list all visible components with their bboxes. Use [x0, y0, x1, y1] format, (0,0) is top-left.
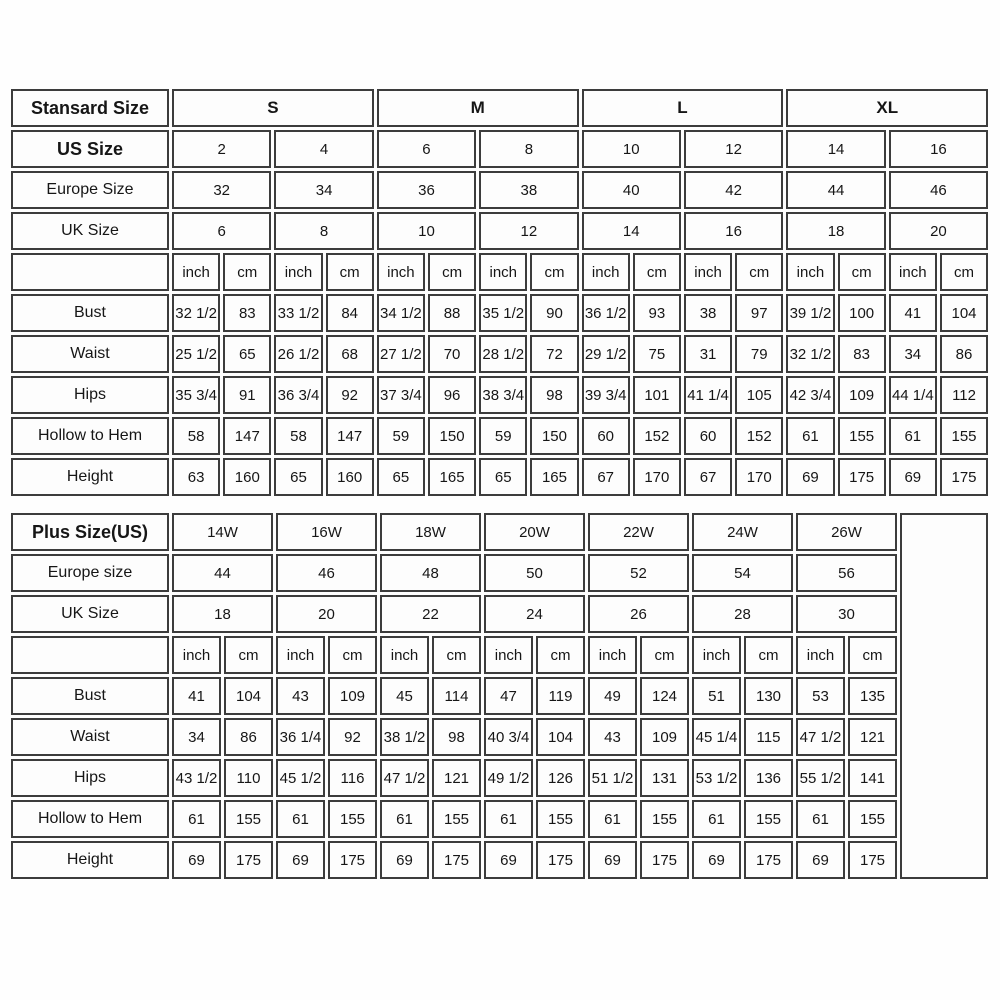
- value-cell: 61: [796, 800, 845, 838]
- table-row: [11, 677, 988, 715]
- value-cell: inch: [172, 636, 221, 674]
- size-cell: 24W: [692, 513, 793, 551]
- value-cell: 104: [224, 677, 273, 715]
- value-cell: 38: [684, 294, 732, 332]
- value-cell: cm: [640, 636, 689, 674]
- table-row: [11, 554, 988, 592]
- value-cell: 65: [223, 335, 271, 373]
- value-cell: 48: [380, 554, 481, 592]
- value-cell: 16: [684, 212, 783, 250]
- value-cell: cm: [735, 253, 783, 291]
- value-cell: 22: [380, 595, 481, 633]
- row-label: US Size: [11, 130, 169, 168]
- value-cell: 51 1/2: [588, 759, 637, 797]
- value-cell: 61: [172, 800, 221, 838]
- value-cell: 79: [735, 335, 783, 373]
- value-cell: 91: [223, 376, 271, 414]
- row-label: [11, 636, 169, 674]
- value-cell: 47 1/2: [796, 718, 845, 756]
- value-cell: 49: [588, 677, 637, 715]
- value-cell: 105: [735, 376, 783, 414]
- value-cell: 130: [744, 677, 793, 715]
- value-cell: 126: [536, 759, 585, 797]
- value-cell: cm: [428, 253, 476, 291]
- size-cell: 26W: [796, 513, 897, 551]
- value-cell: 14: [582, 212, 681, 250]
- row-label: Europe Size: [11, 171, 169, 209]
- row-label: Waist: [11, 335, 169, 373]
- value-cell: 155: [432, 800, 481, 838]
- size-cell: 14W: [172, 513, 273, 551]
- table-gap: [8, 499, 992, 510]
- row-label: Stansard Size: [11, 89, 169, 127]
- value-cell: 150: [530, 417, 578, 455]
- value-cell: 175: [838, 458, 886, 496]
- value-cell: cm: [223, 253, 271, 291]
- row-label: Hollow to Hem: [11, 417, 169, 455]
- value-cell: 155: [224, 800, 273, 838]
- value-cell: 147: [223, 417, 271, 455]
- value-cell: 46: [889, 171, 988, 209]
- value-cell: inch: [684, 253, 732, 291]
- value-cell: 100: [838, 294, 886, 332]
- value-cell: cm: [432, 636, 481, 674]
- value-cell: 12: [684, 130, 783, 168]
- value-cell: cm: [326, 253, 374, 291]
- value-cell: 32 1/2: [172, 294, 220, 332]
- value-cell: 86: [224, 718, 273, 756]
- value-cell: 93: [633, 294, 681, 332]
- value-cell: inch: [484, 636, 533, 674]
- value-cell: 54: [692, 554, 793, 592]
- value-cell: 33 1/2: [274, 294, 322, 332]
- value-cell: 10: [377, 212, 476, 250]
- value-cell: 69: [484, 841, 533, 879]
- value-cell: 175: [744, 841, 793, 879]
- value-cell: cm: [530, 253, 578, 291]
- value-cell: 35 1/2: [479, 294, 527, 332]
- value-cell: 35 3/4: [172, 376, 220, 414]
- value-cell: 170: [633, 458, 681, 496]
- value-cell: 61: [588, 800, 637, 838]
- value-cell: 32: [172, 171, 271, 209]
- value-cell: inch: [172, 253, 220, 291]
- value-cell: 34: [889, 335, 937, 373]
- value-cell: 61: [786, 417, 834, 455]
- value-cell: inch: [479, 253, 527, 291]
- row-label: Europe size: [11, 554, 169, 592]
- size-cell: 16W: [276, 513, 377, 551]
- value-cell: cm: [838, 253, 886, 291]
- value-cell: 44: [786, 171, 885, 209]
- value-cell: cm: [633, 253, 681, 291]
- value-cell: 61: [380, 800, 429, 838]
- value-cell: 20: [889, 212, 988, 250]
- value-cell: 27 1/2: [377, 335, 425, 373]
- row-label: UK Size: [11, 595, 169, 633]
- value-cell: 155: [640, 800, 689, 838]
- value-cell: 119: [536, 677, 585, 715]
- value-cell: 59: [377, 417, 425, 455]
- value-cell: 135: [848, 677, 897, 715]
- value-cell: 65: [377, 458, 425, 496]
- row-label: Waist: [11, 718, 169, 756]
- value-cell: 155: [744, 800, 793, 838]
- value-cell: 70: [428, 335, 476, 373]
- value-cell: 28: [692, 595, 793, 633]
- value-cell: cm: [744, 636, 793, 674]
- value-cell: 16: [889, 130, 988, 168]
- value-cell: 175: [640, 841, 689, 879]
- value-cell: 55 1/2: [796, 759, 845, 797]
- value-cell: 121: [848, 718, 897, 756]
- value-cell: 61: [276, 800, 325, 838]
- value-cell: 116: [328, 759, 377, 797]
- value-cell: 58: [172, 417, 220, 455]
- value-cell: 47: [484, 677, 533, 715]
- value-cell: cm: [224, 636, 273, 674]
- value-cell: 31: [684, 335, 732, 373]
- value-cell: 60: [684, 417, 732, 455]
- value-cell: 98: [432, 718, 481, 756]
- value-cell: 67: [684, 458, 732, 496]
- value-cell: 39 3/4: [582, 376, 630, 414]
- row-label: Hips: [11, 376, 169, 414]
- table-row: [11, 212, 988, 250]
- value-cell: cm: [536, 636, 585, 674]
- value-cell: 96: [428, 376, 476, 414]
- value-cell: 61: [692, 800, 741, 838]
- value-cell: 56: [796, 554, 897, 592]
- value-cell: 101: [633, 376, 681, 414]
- value-cell: 2: [172, 130, 271, 168]
- value-cell: 69: [380, 841, 429, 879]
- value-cell: 65: [479, 458, 527, 496]
- value-cell: inch: [889, 253, 937, 291]
- value-cell: 43 1/2: [172, 759, 221, 797]
- value-cell: 92: [326, 376, 374, 414]
- value-cell: 52: [588, 554, 689, 592]
- value-cell: 6: [172, 212, 271, 250]
- value-cell: 175: [328, 841, 377, 879]
- value-cell: 53: [796, 677, 845, 715]
- value-cell: 4: [274, 130, 373, 168]
- value-cell: 6: [377, 130, 476, 168]
- value-cell: 30: [796, 595, 897, 633]
- value-cell: 18: [172, 595, 273, 633]
- value-cell: 83: [223, 294, 271, 332]
- value-cell: 25 1/2: [172, 335, 220, 373]
- table-row: [11, 253, 988, 291]
- value-cell: 88: [428, 294, 476, 332]
- table-row: [11, 376, 988, 414]
- value-cell: 92: [328, 718, 377, 756]
- value-cell: cm: [328, 636, 377, 674]
- row-label: Height: [11, 841, 169, 879]
- value-cell: 37 3/4: [377, 376, 425, 414]
- table-row: [11, 89, 988, 127]
- value-cell: inch: [588, 636, 637, 674]
- row-label: Plus Size(US): [11, 513, 169, 551]
- value-cell: 26: [588, 595, 689, 633]
- table-row: [11, 513, 988, 551]
- value-cell: inch: [796, 636, 845, 674]
- value-cell: 112: [940, 376, 988, 414]
- value-cell: 38 3/4: [479, 376, 527, 414]
- row-label: [11, 253, 169, 291]
- value-cell: inch: [276, 636, 325, 674]
- table-row: [11, 294, 988, 332]
- table-row: [11, 718, 988, 756]
- value-cell: 65: [274, 458, 322, 496]
- value-cell: 46: [276, 554, 377, 592]
- value-cell: 63: [172, 458, 220, 496]
- value-cell: 86: [940, 335, 988, 373]
- value-cell: 44 1/4: [889, 376, 937, 414]
- value-cell: 160: [223, 458, 271, 496]
- value-cell: 34 1/2: [377, 294, 425, 332]
- table-row: [11, 458, 988, 496]
- value-cell: 68: [326, 335, 374, 373]
- value-cell: 41 1/4: [684, 376, 732, 414]
- value-cell: 36 1/4: [276, 718, 325, 756]
- value-cell: 69: [786, 458, 834, 496]
- value-cell: 147: [326, 417, 374, 455]
- value-cell: 12: [479, 212, 578, 250]
- value-cell: 8: [274, 212, 373, 250]
- size-cell: 20W: [484, 513, 585, 551]
- table-row: [11, 636, 988, 674]
- value-cell: 38: [479, 171, 578, 209]
- value-cell: 155: [848, 800, 897, 838]
- table-row: [11, 171, 988, 209]
- value-cell: 50: [484, 554, 585, 592]
- value-cell: 109: [838, 376, 886, 414]
- row-label: UK Size: [11, 212, 169, 250]
- row-label: Hips: [11, 759, 169, 797]
- value-cell: 38 1/2: [380, 718, 429, 756]
- value-cell: inch: [582, 253, 630, 291]
- value-cell: 69: [889, 458, 937, 496]
- value-cell: 175: [848, 841, 897, 879]
- value-cell: 69: [276, 841, 325, 879]
- table-row: [11, 130, 988, 168]
- value-cell: 175: [940, 458, 988, 496]
- value-cell: 152: [633, 417, 681, 455]
- value-cell: 29 1/2: [582, 335, 630, 373]
- value-cell: 141: [848, 759, 897, 797]
- value-cell: 155: [328, 800, 377, 838]
- size-cell: S: [172, 89, 374, 127]
- value-cell: 32 1/2: [786, 335, 834, 373]
- plus-size-table: [8, 510, 991, 882]
- size-cell: M: [377, 89, 579, 127]
- value-cell: 150: [428, 417, 476, 455]
- value-cell: 8: [479, 130, 578, 168]
- value-cell: 75: [633, 335, 681, 373]
- value-cell: 45 1/2: [276, 759, 325, 797]
- size-cell: 22W: [588, 513, 689, 551]
- row-label: Hollow to Hem: [11, 800, 169, 838]
- table-row: [11, 759, 988, 797]
- value-cell: 110: [224, 759, 273, 797]
- value-cell: 26 1/2: [274, 335, 322, 373]
- value-cell: 47 1/2: [380, 759, 429, 797]
- value-cell: 160: [326, 458, 374, 496]
- value-cell: 165: [530, 458, 578, 496]
- value-cell: 24: [484, 595, 585, 633]
- value-cell: 42: [684, 171, 783, 209]
- value-cell: 109: [640, 718, 689, 756]
- value-cell: 40 3/4: [484, 718, 533, 756]
- value-cell: 124: [640, 677, 689, 715]
- table-row: [11, 595, 988, 633]
- value-cell: 20: [276, 595, 377, 633]
- value-cell: 59: [479, 417, 527, 455]
- table-row: [11, 335, 988, 373]
- value-cell: 155: [940, 417, 988, 455]
- size-cell: 18W: [380, 513, 481, 551]
- value-cell: 175: [224, 841, 273, 879]
- value-cell: 36 3/4: [274, 376, 322, 414]
- value-cell: 60: [582, 417, 630, 455]
- value-cell: 44: [172, 554, 273, 592]
- value-cell: 69: [796, 841, 845, 879]
- value-cell: 51: [692, 677, 741, 715]
- value-cell: 155: [536, 800, 585, 838]
- value-cell: 175: [536, 841, 585, 879]
- value-cell: 69: [588, 841, 637, 879]
- value-cell: inch: [786, 253, 834, 291]
- row-label: Bust: [11, 677, 169, 715]
- value-cell: 58: [274, 417, 322, 455]
- value-cell: 49 1/2: [484, 759, 533, 797]
- value-cell: 14: [786, 130, 885, 168]
- value-cell: 34: [274, 171, 373, 209]
- value-cell: 45: [380, 677, 429, 715]
- value-cell: 34: [172, 718, 221, 756]
- value-cell: 98: [530, 376, 578, 414]
- value-cell: cm: [848, 636, 897, 674]
- value-cell: 104: [536, 718, 585, 756]
- value-cell: 114: [432, 677, 481, 715]
- value-cell: 40: [582, 171, 681, 209]
- value-cell: 61: [889, 417, 937, 455]
- value-cell: 53 1/2: [692, 759, 741, 797]
- value-cell: 69: [172, 841, 221, 879]
- value-cell: 104: [940, 294, 988, 332]
- value-cell: 45 1/4: [692, 718, 741, 756]
- row-label: Height: [11, 458, 169, 496]
- value-cell: 41: [889, 294, 937, 332]
- value-cell: 69: [692, 841, 741, 879]
- value-cell: 18: [786, 212, 885, 250]
- value-cell: 72: [530, 335, 578, 373]
- value-cell: 155: [838, 417, 886, 455]
- value-cell: 83: [838, 335, 886, 373]
- empty-column: [900, 513, 988, 879]
- value-cell: 28 1/2: [479, 335, 527, 373]
- value-cell: 170: [735, 458, 783, 496]
- value-cell: inch: [274, 253, 322, 291]
- size-cell: L: [582, 89, 784, 127]
- value-cell: 42 3/4: [786, 376, 834, 414]
- table-row: [11, 841, 988, 879]
- value-cell: 36: [377, 171, 476, 209]
- size-cell: XL: [786, 89, 988, 127]
- value-cell: 136: [744, 759, 793, 797]
- value-cell: 61: [484, 800, 533, 838]
- value-cell: 84: [326, 294, 374, 332]
- value-cell: 10: [582, 130, 681, 168]
- value-cell: 121: [432, 759, 481, 797]
- table-row: [11, 417, 988, 455]
- value-cell: 90: [530, 294, 578, 332]
- value-cell: 131: [640, 759, 689, 797]
- value-cell: inch: [380, 636, 429, 674]
- value-cell: 67: [582, 458, 630, 496]
- row-label: Bust: [11, 294, 169, 332]
- value-cell: 175: [432, 841, 481, 879]
- value-cell: inch: [692, 636, 741, 674]
- table-row: [11, 800, 988, 838]
- value-cell: cm: [940, 253, 988, 291]
- value-cell: 43: [276, 677, 325, 715]
- value-cell: 39 1/2: [786, 294, 834, 332]
- value-cell: 36 1/2: [582, 294, 630, 332]
- value-cell: 43: [588, 718, 637, 756]
- value-cell: 152: [735, 417, 783, 455]
- value-cell: 109: [328, 677, 377, 715]
- value-cell: 97: [735, 294, 783, 332]
- value-cell: inch: [377, 253, 425, 291]
- value-cell: 41: [172, 677, 221, 715]
- value-cell: 115: [744, 718, 793, 756]
- standard-size-table: [8, 86, 991, 499]
- value-cell: 165: [428, 458, 476, 496]
